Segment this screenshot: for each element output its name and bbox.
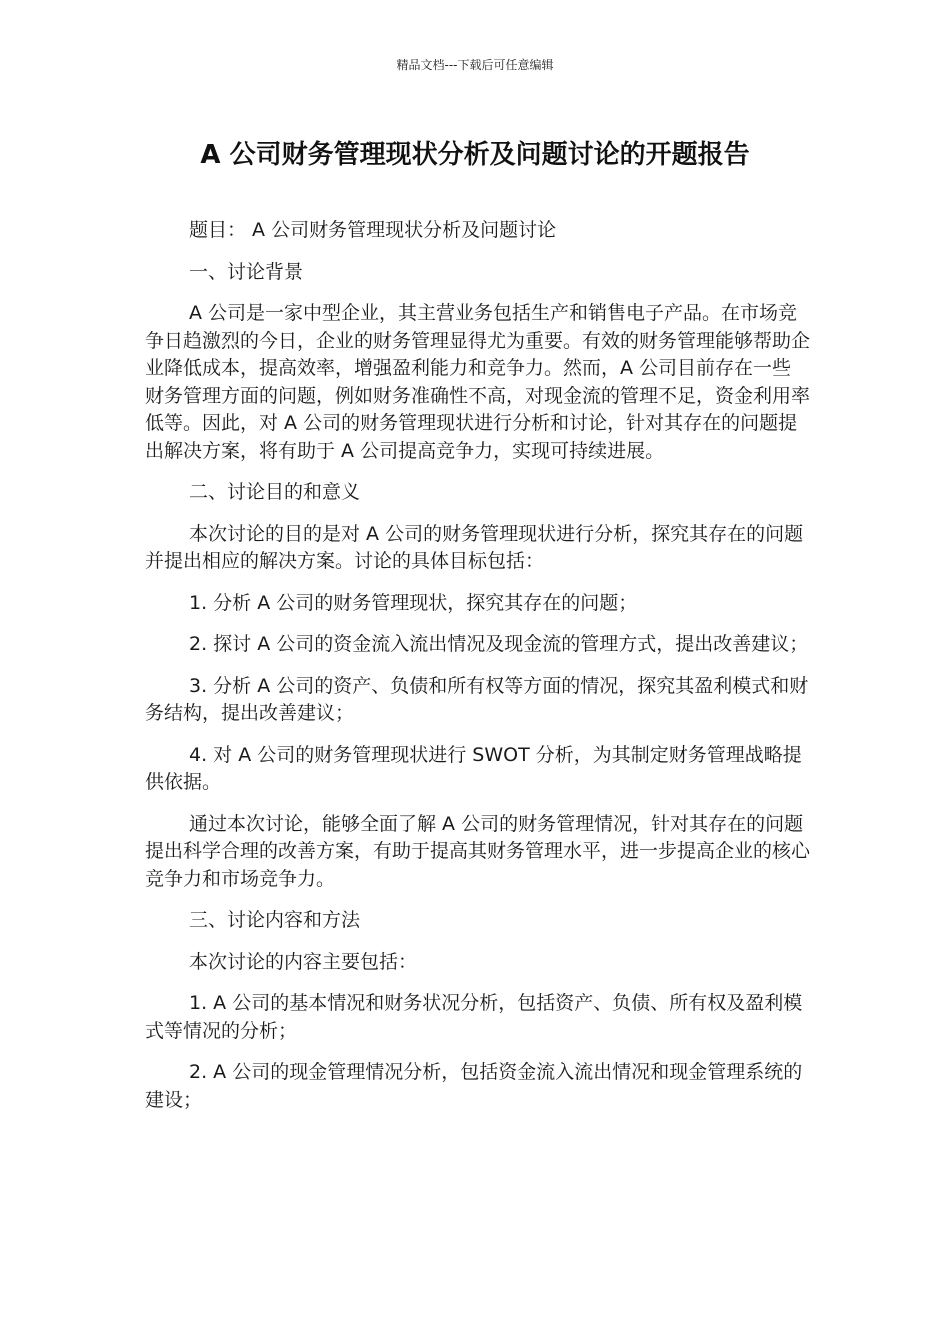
- list-item-goal-1: 1. 分析 A 公司的财务管理现状，探究其存在的问题；: [189, 591, 638, 614]
- paragraph-content-intro: 本次讨论的内容主要包括：: [189, 950, 418, 973]
- list-item-content-2: 2. A 公司的现金管理情况分析，包括资金流入流出情况和现金管理系统的建设；: [145, 1061, 803, 1111]
- paragraph-purpose-intro: 本次讨论的目的是对 A 公司的财务管理现状进行分析，探究其存在的问题并提出相应的解决方案。讨论的具体目标包括：: [145, 522, 804, 572]
- topic-line: 题目： A 公司财务管理现状分析及问题讨论: [189, 219, 557, 241]
- list-item-content-1: 1. A 公司的基本情况和财务状况分析，包括资产、负债、所有权及盈利模式等情况的分析；: [145, 992, 803, 1042]
- section-heading-purpose: 二、讨论目的和意义: [189, 481, 361, 503]
- section-heading-background: 一、讨论背景: [189, 260, 304, 283]
- header-note: 精品文档---下载后可任意编辑: [396, 58, 554, 72]
- list-item-goal-2: 2. 探讨 A 公司的资金流入流出情况及现金流的管理方式，提出改善建议；: [189, 633, 809, 655]
- paragraph-background: A 公司是一家中型企业，其主营业务包括生产和销售电子产品。在市场竞争日趋激烈的今日，企业的财务管理显得尤为重要。有效的财务管理能够帮助企业降低成本，提高效率，增强盈利能力和竞争力。然而，A 公司目前存在一些财务管理方面的问题，例如财务准确性不高，对现金流的管理不足，资金利用率低等。因此，对 A 公司的财务管理现状进行分析和讨论，针对其存在的问题提出解决方案，将有助于 A 公司提高竞争力，实现可持续进展。: [145, 302, 811, 462]
- section-heading-content-method: 三、讨论内容和方法: [189, 909, 361, 931]
- document-body: [145, 217, 810, 1128]
- list-item-goal-3: 3. 分析 A 公司的资产、负债和所有权等方面的情况，探究其盈利模式和财务结构，提出改善建议；: [145, 674, 809, 724]
- list-item-goal-4: 4. 对 A 公司的财务管理现状进行 SWOT 分析，为其制定财务管理战略提供依据。: [145, 743, 802, 793]
- paragraph-significance: 通过本次讨论，能够全面了解 A 公司的财务管理情况，针对其存在的问题提出科学合理的改善方案，有助于提高其财务管理水平，进一步提高企业的核心竞争力和市场竞争力。: [145, 812, 811, 890]
- document-title: A 公司财务管理现状分析及问题讨论的开题报告: [200, 140, 750, 170]
